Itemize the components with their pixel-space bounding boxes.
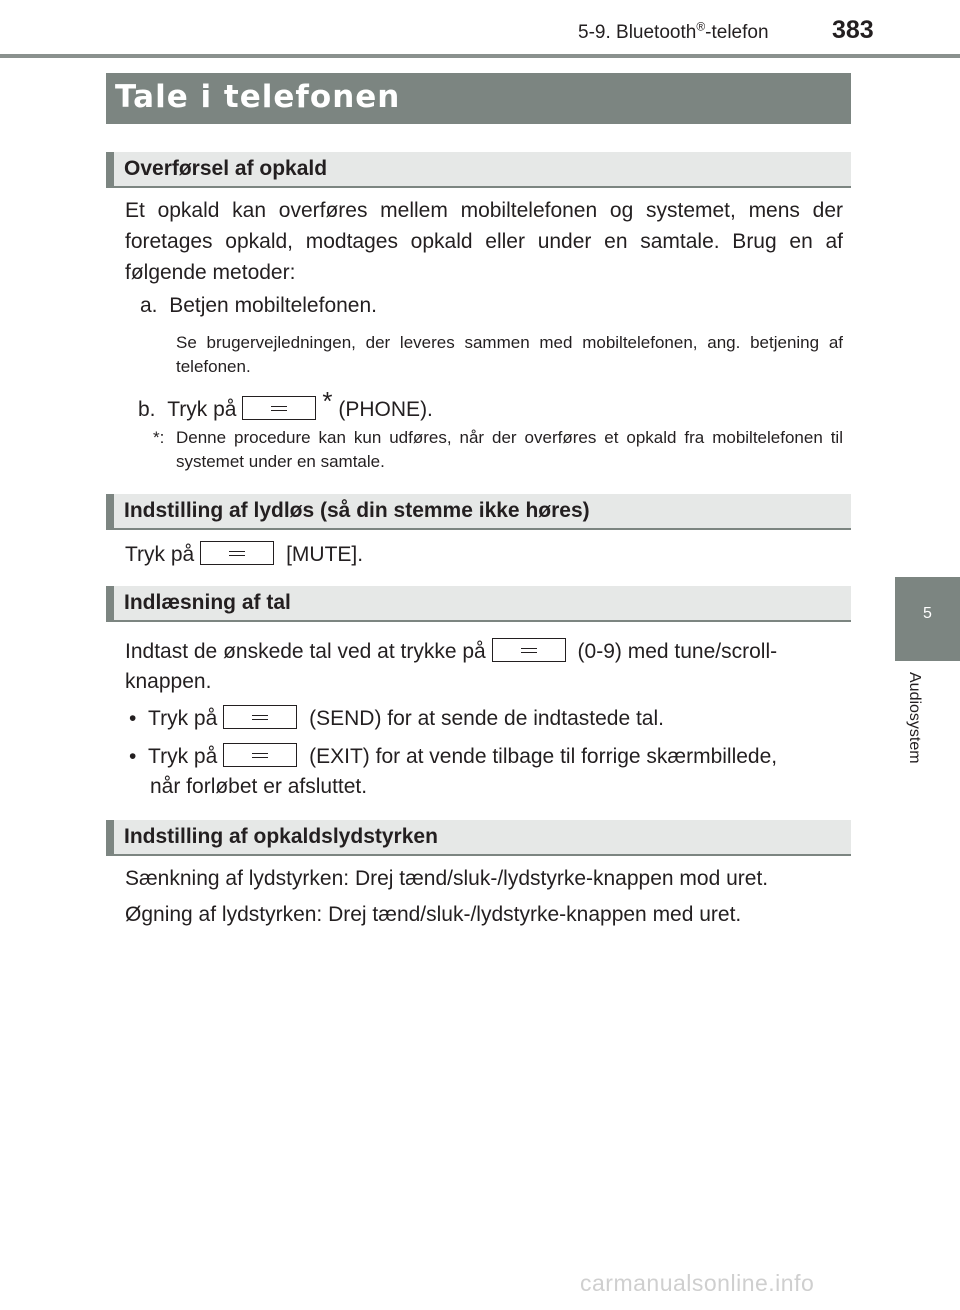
mute-button-icon [200, 541, 274, 565]
digits-intro: Indtast de ønskede tal ved at trykke på (0-9) med tune/scroll- [125, 640, 778, 663]
exit-bullet: • Tryk på (EXIT) for at vende tilbage til forrige skærmbillede, [129, 745, 778, 768]
page-title: Tale i telefonen [115, 79, 401, 115]
chapter-tab [895, 577, 960, 661]
transfer-intro: Et opkald kan overføres mellem mobiltelefonen og systemet, mens der foretages opkald, modtages opkald eller under en samtale. Brug en af følgende metoder: [125, 199, 843, 284]
item-a-note: Se brugervejledningen, der leveres sammen med mobiltelefonen, ang. betjening af telefonen. [176, 333, 843, 376]
item-b: b. Tryk på * (PHONE). [138, 386, 433, 421]
send-bullet: • Tryk på (SEND) for at sende de indtastede tal. [129, 707, 664, 730]
page-title-bar [106, 73, 851, 124]
digit-button-icon [492, 638, 566, 662]
header-rule [0, 54, 960, 58]
mute-instruction: Tryk på [MUTE]. [125, 543, 364, 566]
page-number: 383 [832, 16, 874, 44]
watermark: carmanualsonline.info [580, 1270, 815, 1296]
send-button-icon [223, 705, 297, 729]
footnote-marker: *: [153, 428, 165, 447]
footnote: Denne procedure kan kun udføres, når der overføres et opkald fra mobiltelefonen til systemet under en samtale. [176, 428, 843, 471]
section-title: 5-9. Bluetooth®-telefon [578, 19, 769, 43]
section-heading-digits: Indlæsning af tal [106, 586, 851, 622]
item-a: a. Betjen mobiltelefonen. [140, 294, 377, 317]
section-heading-transfer: Overførsel af opkald [106, 152, 851, 188]
section-heading-volume: Indstilling af opkaldslydstyrken [106, 820, 851, 856]
section-heading-mute: Indstilling af lydløs (så din stemme ikke høres) [106, 494, 851, 530]
phone-button-icon [242, 396, 316, 420]
exit-button-icon [223, 743, 297, 767]
exit-bullet-cont: når forløbet er afsluttet. [150, 775, 368, 798]
chapter-number: 5 [923, 605, 932, 622]
digits-intro-cont: knappen. [125, 670, 212, 693]
volume-increase: Øgning af lydstyrken: Drej tænd/sluk-/lydstyrke-knappen med uret. [125, 903, 742, 926]
chapter-label: Audiosystem [906, 672, 923, 764]
volume-decrease: Sænkning af lydstyrken: Drej tænd/sluk-/lydstyrke-knappen mod uret. [125, 867, 769, 890]
